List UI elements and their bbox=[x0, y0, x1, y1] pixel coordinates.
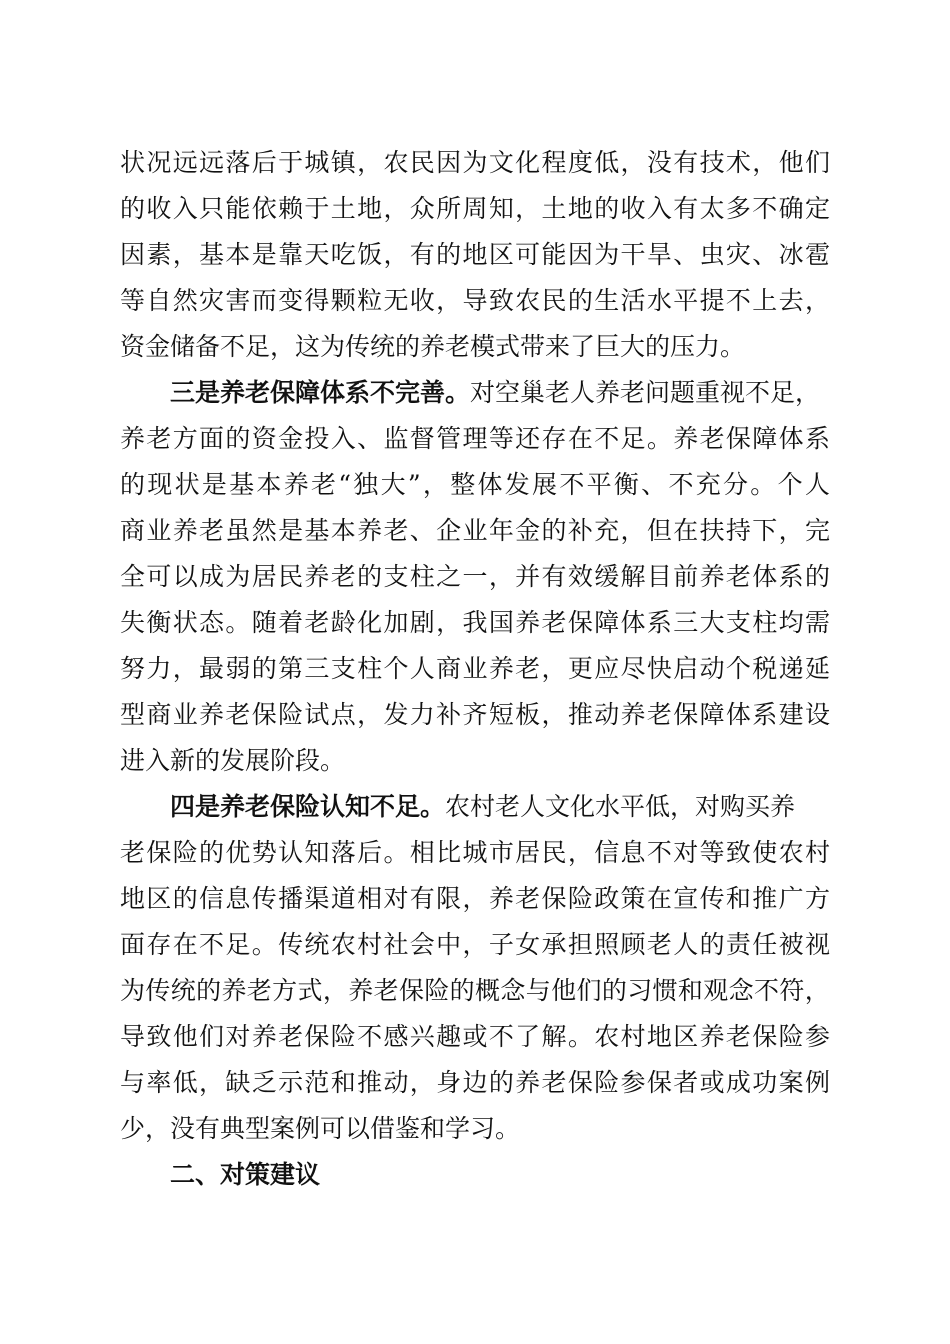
section-heading: 二、对策建议 bbox=[170, 1160, 321, 1189]
paragraph-2-line: 进入新的发展阶段。 bbox=[120, 746, 346, 775]
paragraph-3-line: 导 致 他 们 对 养 老 保 险 不 感 兴 趣 或 不 了 解 。 农 村 地 区 养 老 保 险 参 bbox=[120, 1022, 830, 1051]
paragraph-3-line: 面 存 在 不 足 。 传 统 农 村 社 会 中 ， 子 女 承 担 照 顾 老 人 的 责 任 被 视 bbox=[120, 930, 830, 959]
paragraph-3-first-line-rest: 农村老人文化水平低，对购买养 bbox=[445, 792, 796, 821]
paragraph-2-lead: 三是养老保障体系不完善。 bbox=[170, 378, 471, 407]
paragraph-3-first-line bbox=[120, 784, 830, 830]
paragraph-3-line: 为 传 统 的 养 老 方 式 ， 养 老 保 险 的 概 念 与 他 们 的 习 惯 和 观 念 不 符 ， bbox=[120, 976, 830, 1005]
paragraph-1-line: 的 收 入 只 能 依 赖 于 土 地 ， 众 所 周 知 ， 土 地 的 收 入 有 太 多 不 确 定 bbox=[120, 194, 830, 223]
paragraph-2-first-line bbox=[120, 370, 830, 416]
paragraph-2-line: 商 业 养 老 虽 然 是 基 本 养 老 、 企 业 年 金 的 补 充 ， 但 在 扶 持 下 ， 完 bbox=[120, 516, 830, 545]
paragraph-2-line: 的 现 状 是 基 本 养 老 “ 独 大 ” ， 整 体 发 展 不 平 衡 、 不 充 分 。 个 人 bbox=[120, 470, 830, 499]
paragraph-2-line: 全 可 以 成 为 居 民 养 老 的 支 柱 之 一 ， 并 有 效 缓 解 目 前 养 老 体 系 的 bbox=[120, 562, 830, 591]
paragraph-1-line: 状 况 远 远 落 后 于 城 镇 ， 农 民 因 为 文 化 程 度 低 ， 没 有 技 术 ， 他 们 bbox=[120, 148, 830, 177]
paragraph-2-line: 失 衡 状 态 。 随 着 老 龄 化 加 剧 ， 我 国 养 老 保 障 体 系 三 大 支 柱 均 需 bbox=[120, 608, 830, 637]
paragraph-2-line: 养 老 方 面 的 资 金 投 入 、 监 督 管 理 等 还 存 在 不 足 。 养 老 保 障 体 系 bbox=[120, 424, 830, 453]
paragraph-1-line: 资金储备不足，这为传统的养老模式带来了巨大的压力。 bbox=[120, 332, 746, 361]
paragraph-3-line: 地 区 的 信 息 传 播 渠 道 相 对 有 限 ， 养 老 保 险 政 策 在 宣 传 和 推 广 方 bbox=[120, 884, 830, 913]
paragraph-3-lead: 四是养老保险认知不足。 bbox=[170, 792, 446, 821]
paragraph-2-line: 努 力 ， 最 弱 的 第 三 支 柱 个 人 商 业 养 老 ， 更 应 尽 快 启 动 个 税 递 延 bbox=[120, 654, 830, 683]
paragraph-3-line: 与 率 低 ， 缺 乏 示 范 和 推 动 ， 身 边 的 养 老 保 险 参 保 者 或 成 功 案 例 bbox=[120, 1068, 830, 1097]
paragraph-1-line: 等 自 然 灾 害 而 变 得 颗 粒 无 收 ， 导 致 农 民 的 生 活 水 平 提 不 上 去 ， bbox=[120, 286, 830, 315]
paragraph-1-line: 因 素 ， 基 本 是 靠 天 吃 饭 ， 有 的 地 区 可 能 因 为 干 旱 、 虫 灾 、 冰 雹 bbox=[120, 240, 830, 269]
paragraph-2-line: 型 商 业 养 老 保 险 试 点 ， 发 力 补 齐 短 板 ， 推 动 养 老 保 障 体 系 建 设 bbox=[120, 700, 830, 729]
paragraph-2-first-line-rest: 对空巢老人养老问题重视不足， bbox=[470, 378, 821, 407]
paragraph-3-line: 老 保 险 的 优 势 认 知 落 后 。 相 比 城 市 居 民 ， 信 息 不 对 等 致 使 农 村 bbox=[120, 838, 830, 867]
document-body bbox=[120, 140, 830, 1198]
paragraph-3-line: 少，没有典型案例可以借鉴和学习。 bbox=[120, 1114, 521, 1143]
